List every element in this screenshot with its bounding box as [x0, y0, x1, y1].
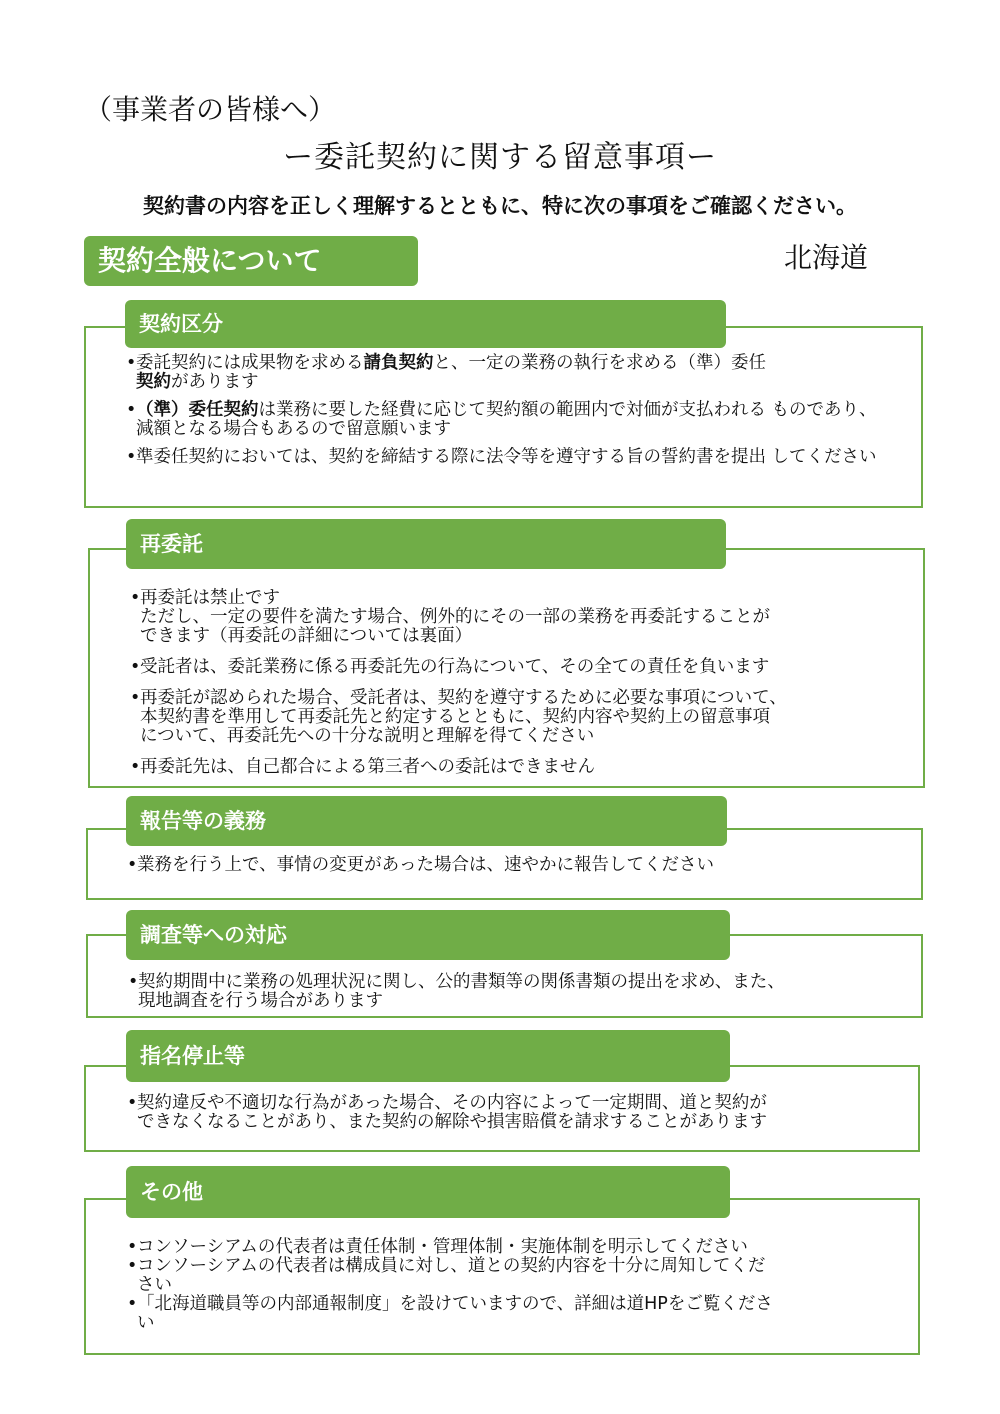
section-items-chousa: [128, 973, 898, 1020]
list-item: • 準委任契約においては、契約を締結する際に法令等を遵守する旨の誓約書を提出 してください: [126, 447, 877, 467]
section-items-shimei-teishi: [127, 1094, 897, 1141]
list-item: • 契約違反や不適切な行為があった場合、その内容によって一定期間、道と契約が できなくなることがあり、また契約の解除や損害賠償を請求することがあります: [127, 1093, 767, 1132]
list-item: • 「北海道職員等の内部通報制度」を設けていますので、詳細は道HPをご覧くださ い: [127, 1294, 773, 1333]
list-item: • 受託者は、委託業務に係る再委託先の行為について、その全ての責任を負います: [130, 657, 770, 677]
list-item: • 再委託先は、自己都合による第三者への委託はできません: [130, 757, 595, 777]
region-label: 北海道: [784, 241, 869, 274]
list-item: • コンソーシアムの代表者は構成員に対し、道との契約内容を十分に周知してくだ さい: [127, 1256, 766, 1295]
page-subtitle: 契約書の内容を正しく理解するとともに、特に次の事項をご確認ください。: [143, 194, 857, 218]
intro-text: （事業者の皆様へ）: [84, 93, 337, 126]
section-items-keiyaku-kubun: [126, 354, 886, 476]
section-heading-saiitaku: 再委託: [126, 519, 726, 569]
section-items-sonota: [127, 1238, 897, 1342]
page-title: ー委託契約に関する留意事項ー: [283, 140, 717, 175]
section-heading-sonota: その他: [126, 1166, 730, 1218]
section-items-houkoku: [127, 856, 897, 884]
section-heading-chousa: 調査等への対応: [126, 910, 730, 960]
list-item: • コンソーシアムの代表者は責任体制・管理体制・実施体制を明示してください: [127, 1237, 748, 1257]
list-item: • 再委託が認められた場合、受託者は、契約を遵守するために必要な事項について、 本契約書を準用して再委託先と約定するとともに、契約内容や契約上の留意事項 について、再委託先への十分な説明と理解を得てください: [130, 688, 787, 746]
section-heading-keiyaku-kubun: 契約区分: [125, 300, 726, 348]
main-heading: 契約全般について: [84, 236, 418, 286]
section-items-saiitaku: [130, 589, 900, 786]
list-item: • 委託契約には成果物を求める請負契約と、一定の業務の執行を求める（準）委任 契約があります: [126, 353, 766, 392]
list-item: • 業務を行う上で、事情の変更があった場合は、速やかに報告してください: [127, 855, 714, 875]
list-item: • （準）委任契約は業務に要した経費に応じて契約額の範囲内で対価が支払われる ものであり、減額となる場合もあるので留意願います: [126, 400, 877, 439]
list-item: • 再委託は禁止です ただし、一定の要件を満たす場合、例外的にその一部の業務を再委託することが できます（再委託の詳細については裏面）: [130, 588, 770, 646]
section-heading-shimei-teishi: 指名停止等: [126, 1030, 730, 1082]
section-heading-houkoku: 報告等の義務: [126, 796, 727, 846]
list-item: • 契約期間中に業務の処理状況に関し、公的書類等の関係書類の提出を求め、また、 現地調査を行う場合があります: [128, 972, 785, 1011]
